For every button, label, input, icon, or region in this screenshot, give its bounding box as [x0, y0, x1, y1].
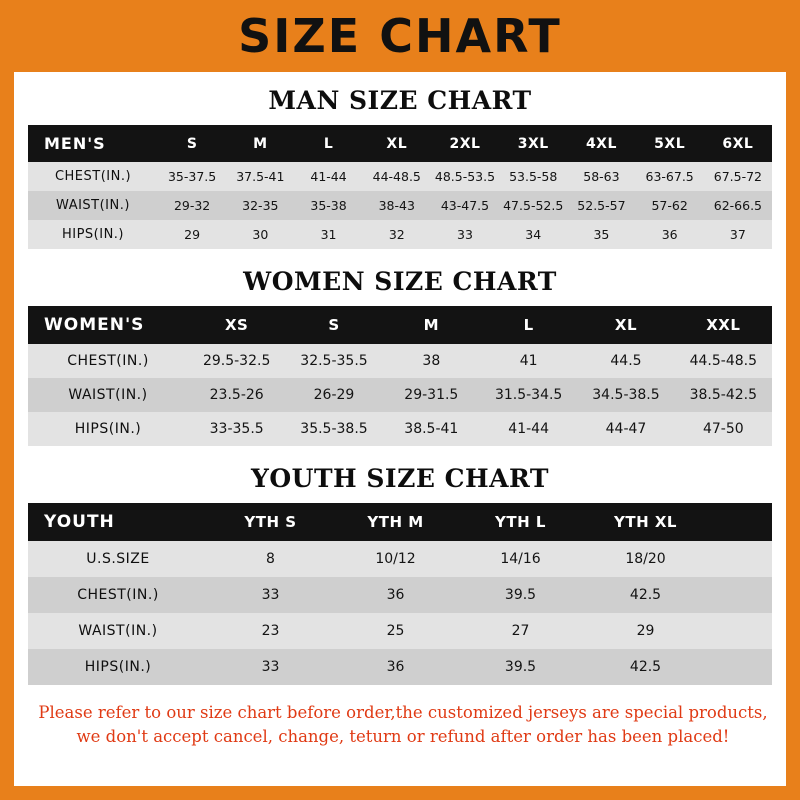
- note-line-1: Please refer to our size chart before order,the customized jerseys are special products,: [38, 703, 768, 722]
- man-size-table: [28, 125, 772, 249]
- table-cell: 29.5-32.5: [202, 353, 271, 369]
- table-row: [28, 577, 772, 613]
- table-cell: 37: [729, 227, 746, 242]
- table-header-cell: S: [186, 135, 198, 152]
- table-header-row: [28, 503, 772, 541]
- table-cell: 53.5-58: [509, 169, 558, 184]
- table-cell: 62-66.5: [713, 198, 762, 213]
- table-cell: 33: [261, 659, 280, 675]
- table-cell: 67.5-72: [713, 169, 762, 184]
- table-cell: 44-48.5: [372, 169, 421, 184]
- table-row: [28, 541, 772, 577]
- table-cell: 31.5-34.5: [494, 387, 563, 403]
- table-cell: 32: [388, 227, 405, 242]
- youth-section-title: YOUTH SIZE CHART: [251, 464, 549, 493]
- row-label: CHEST(IN.): [77, 587, 159, 603]
- table-cell: 48.5-53.5: [434, 169, 496, 184]
- table-cell: 23: [261, 623, 280, 639]
- table-cell: 14/16: [500, 551, 541, 567]
- table-header-cell: MEN'S: [44, 134, 106, 153]
- table-cell: 42.5: [629, 587, 662, 603]
- row-label: WAIST(IN.): [56, 198, 130, 213]
- table-cell: 34.5-38.5: [592, 387, 660, 403]
- table-cell: 27: [511, 623, 530, 639]
- table-header-cell: L: [323, 135, 334, 152]
- table-cell: 52.5-57: [577, 198, 626, 213]
- row-label: HIPS(IN.): [61, 227, 125, 242]
- table-header-cell: 3XL: [517, 135, 549, 152]
- table-cell: 41-44: [508, 421, 549, 437]
- table-cell: 32.5-35.5: [300, 353, 368, 369]
- table-cell: 35: [593, 227, 610, 242]
- table-cell: 36: [661, 227, 678, 242]
- table-cell: 33: [457, 227, 473, 242]
- table-header-cell: YTH XL: [614, 513, 677, 531]
- table-cell-spacer: [708, 541, 772, 577]
- table-cell: 38-43: [378, 198, 415, 213]
- table-row: [28, 220, 772, 249]
- table-cell: 35-38: [310, 198, 347, 213]
- row-label: HIPS(IN.): [84, 659, 152, 675]
- table-cell: 29-32: [173, 198, 211, 213]
- table-cell: 44.5: [610, 353, 642, 369]
- table-cell: 29: [636, 623, 655, 639]
- table-cell: 34: [525, 227, 542, 242]
- table-cell: 30: [252, 227, 269, 242]
- table-cell: 57-62: [651, 198, 688, 213]
- table-cell: 58-63: [583, 169, 620, 184]
- table-cell: 47.5-52.5: [503, 198, 564, 213]
- table-row: [28, 344, 772, 378]
- table-row: [28, 649, 772, 685]
- table-cell-spacer: [708, 613, 772, 649]
- table-header-cell: S: [328, 316, 340, 334]
- table-header-cell: XL: [614, 316, 638, 334]
- table-header-cell: 4XL: [585, 135, 617, 152]
- youth-size-table: [28, 503, 772, 685]
- table-cell: 31: [320, 227, 337, 242]
- table-cell: 44-47: [605, 421, 647, 437]
- row-label: HIPS(IN.): [74, 421, 142, 437]
- table-cell: 36: [386, 659, 405, 675]
- table-header-cell: YTH M: [367, 513, 424, 531]
- table-cell: 29-31.5: [404, 387, 459, 403]
- order-policy-note: [28, 701, 778, 749]
- table-cell: 38.5-41: [404, 421, 459, 437]
- table-cell: 42.5: [629, 659, 662, 675]
- table-header-cell: XS: [224, 316, 249, 334]
- content: [14, 86, 786, 749]
- table-cell: 10/12: [375, 551, 416, 567]
- table-cell: 35.5-38.5: [300, 421, 368, 437]
- table-header-cell: YTH S: [244, 513, 297, 531]
- table-cell: 41-44: [310, 169, 347, 184]
- table-cell: 8: [266, 551, 275, 567]
- table-cell: 26-29: [313, 387, 355, 403]
- table-row: [28, 613, 772, 649]
- table-header-cell: M: [423, 316, 440, 334]
- women-section-title: WOMEN SIZE CHART: [243, 267, 557, 296]
- table-header-cell: 5XL: [654, 135, 686, 152]
- note-line-2: we don't accept cancel, change, teturn or refund after order has been placed!: [76, 726, 730, 746]
- table-header-cell: 2XL: [449, 135, 481, 152]
- table-cell: 38: [422, 353, 441, 369]
- table-cell: 43-47.5: [440, 198, 490, 213]
- table-cell: 23.5-26: [209, 387, 264, 403]
- table-cell: 32-35: [242, 198, 279, 213]
- table-row: [28, 412, 772, 446]
- table-cell: 63-67.5: [645, 169, 694, 184]
- table-header-cell: L: [523, 316, 534, 334]
- table-cell: 18/20: [625, 551, 666, 567]
- table-cell: 39.5: [504, 587, 537, 603]
- table-cell: 37.5-41: [236, 169, 285, 184]
- table-cell-spacer: [708, 577, 772, 613]
- table-header-cell: 6XL: [722, 135, 754, 152]
- table-header-cell: XXL: [706, 316, 741, 334]
- table-cell-spacer: [708, 649, 772, 685]
- row-label: WAIST(IN.): [68, 387, 148, 403]
- table-header-row: [28, 125, 772, 162]
- table-cell: 41: [519, 353, 538, 369]
- table-header-spacer: [708, 503, 772, 541]
- table-cell: 29: [184, 227, 201, 242]
- women-size-table: [28, 306, 772, 446]
- row-label: U.S.SIZE: [86, 551, 150, 567]
- table-cell: 35-37.5: [167, 169, 217, 184]
- table-cell: 47-50: [702, 421, 744, 437]
- table-cell: 39.5: [504, 659, 537, 675]
- table-header-row: [28, 306, 772, 344]
- table-header-cell: M: [253, 135, 268, 152]
- table-row: [28, 191, 772, 220]
- table-row: [28, 162, 772, 191]
- table-cell: 44.5-48.5: [689, 353, 758, 369]
- table-cell: 33: [261, 587, 280, 603]
- table-row: [28, 378, 772, 412]
- table-cell: 38.5-42.5: [689, 387, 758, 403]
- table-header-cell: WOMEN'S: [44, 315, 145, 335]
- table-cell: 36: [386, 587, 405, 603]
- table-cell: 33-35.5: [209, 421, 264, 437]
- man-section-title: MAN SIZE CHART: [268, 86, 532, 115]
- row-label: WAIST(IN.): [78, 623, 158, 639]
- table-cell: 25: [386, 623, 405, 639]
- row-label: CHEST(IN.): [54, 169, 132, 184]
- table-header-cell: XL: [386, 135, 408, 152]
- row-label: CHEST(IN.): [67, 353, 149, 369]
- table-header-cell: YOUTH: [44, 512, 115, 532]
- page-title: SIZE CHART: [238, 9, 562, 63]
- banner: [0, 0, 800, 72]
- table-header-cell: YTH L: [495, 513, 546, 531]
